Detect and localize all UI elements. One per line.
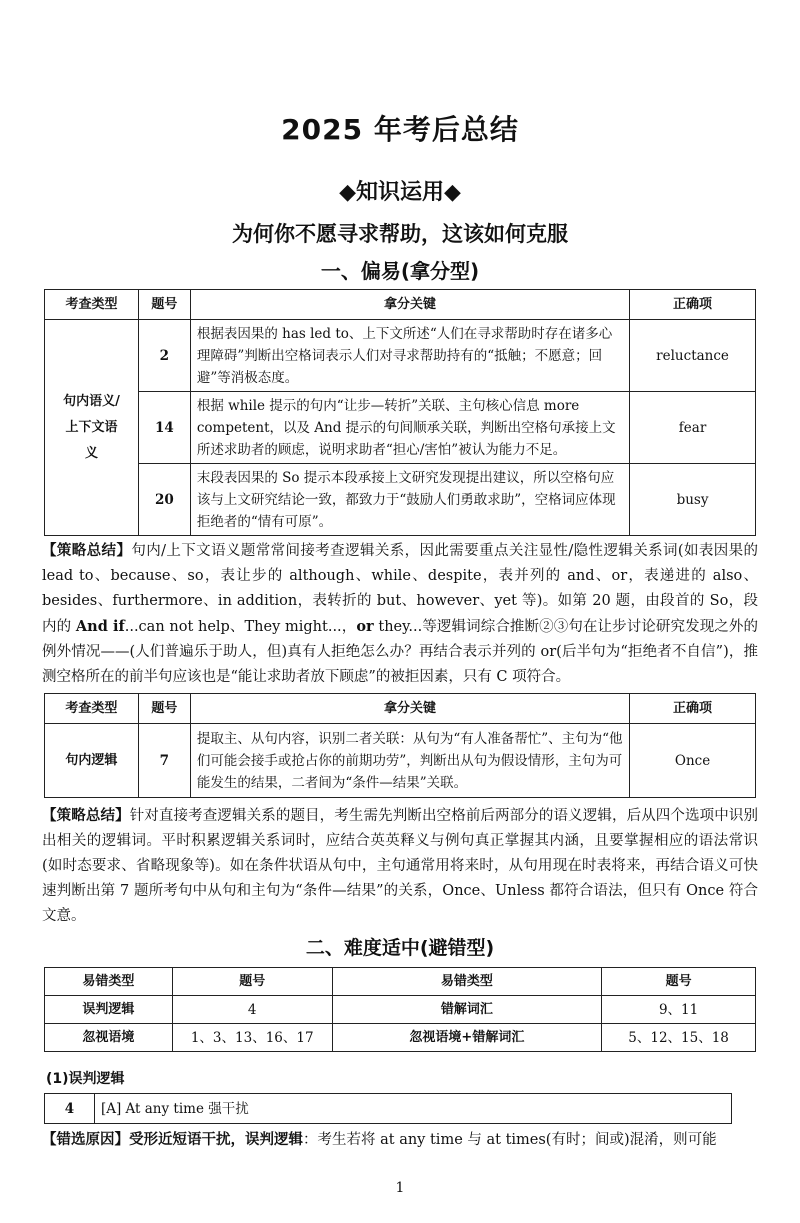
strategy-bold: And if: [75, 618, 125, 635]
score-table-1: [44, 289, 756, 536]
strategy-label: 【策略总结】: [42, 808, 130, 824]
question-numbers-cell: 1、3、13、16、17: [172, 1024, 332, 1052]
question-numbers-cell: 5、12、15、18: [602, 1024, 756, 1052]
question-number: 2: [138, 320, 190, 392]
strategy-text: they...等逻辑词综合推断②③句在让步讨论研究发现之外的例外情况——(人们普遍乐于助人，但)真有人拒绝怎么办？再结合表示并列的 or(后半句为“拒绝者不自信”)，推测空格所在的前半句应该也是“能让求助者放下顾虑”的被拒因素，只有 C 项符合。: [42, 619, 758, 685]
page-number: 1: [395, 1180, 405, 1196]
strategy-bold: or: [356, 618, 374, 635]
subheading-misjudged-logic: (1)误判逻辑: [46, 1071, 125, 1087]
key-cell: 末段表因果的 So 提示本段承接上文研究发现提出建议，所以空格句应该与上文研究结论一致，都致力于“鼓励人们勇敢求助”，空格词应体现拒绝者的“情有可原”。: [190, 464, 629, 536]
answer-cell: busy: [630, 464, 756, 536]
article-title: 为何你不愿寻求帮助，这该如何克服: [232, 222, 568, 246]
answer-cell: Once: [630, 724, 756, 798]
question-numbers-cell: 9、11: [602, 996, 756, 1024]
level-heading-easy: 一、偏易(拿分型): [320, 259, 480, 283]
error-type-cell: 误判逻辑: [45, 996, 173, 1024]
question-numbers-cell: 4: [172, 996, 332, 1024]
col-header-error-type: 易错类型: [332, 968, 602, 996]
key-cell: 提取主、从句内容，识别二者关联：从句为“有人准备帮忙”、主句为“他们可能会接手或抢占你的前期功劳”，判断出从句为假设情形，主句为可能发生的结果，二者间为“条件—结果”关联。: [190, 724, 629, 798]
strategy-text: ...can not help、They might...，: [124, 619, 357, 635]
page-title: 2025 年考后总结: [281, 113, 519, 146]
key-cell: 根据 while 提示的句内“让步—转折”关联、主句核心信息 more competent，以及 And 提示的句间顺承关联，判断出空格句承接上文所述求助者的顾虑，说明求助者“担心/害怕”被认为能力不足。: [190, 392, 629, 464]
col-header-num: 题号: [602, 968, 756, 996]
error-type-table: [44, 967, 756, 1052]
score-table-2: [44, 693, 756, 798]
type-cell: 句内逻辑: [45, 724, 139, 798]
reason-bold: 受形近短语干扰，误判逻辑: [129, 1132, 303, 1148]
strategy-text: 句内/上下文语义题常常间接考查逻辑关系，因此需要重点关注显性/隐性逻辑关系词(如表因果的 lead to、because、so，表让步的 although、while、despite，表并列的 and、or，表递进的 also、besides、furthermore、in addition，表转折的 but、however、yet 等)。如第 20 题，由段首的 So，段内的: [42, 543, 758, 635]
col-header-answer: 正确项: [630, 290, 756, 320]
answer-cell: reluctance: [630, 320, 756, 392]
col-header-key: 拿分关键: [190, 694, 629, 724]
question-number: 14: [138, 392, 190, 464]
key-cell: 根据表因果的 has led to、上下文所述“人们在寻求帮助时存在诸多心理障碍”判断出空格词表示人们对寻求帮助持有的“抵触；不愿意；回避”等消极态度。: [190, 320, 629, 392]
error-type-cell: 错解词汇: [332, 996, 602, 1024]
section-heading: ◆知识运用◆: [339, 180, 461, 205]
col-header-type: 考查类型: [45, 290, 139, 320]
col-header-key: 拿分关键: [190, 290, 629, 320]
reason-text: ：考生若将 at any time 与 at times(有时；间或)混淆，则可能: [303, 1132, 717, 1148]
question-number: 4: [45, 1094, 95, 1124]
answer-cell: fear: [630, 392, 756, 464]
error-type-cell: 忽视语境+错解词汇: [332, 1024, 602, 1052]
option-table: [44, 1093, 732, 1124]
col-header-num: 题号: [138, 694, 190, 724]
col-header-error-type: 易错类型: [45, 968, 173, 996]
error-type-cell: 忽视语境: [45, 1024, 173, 1052]
wrong-choice-reason: [42, 1128, 758, 1153]
col-header-num: 题号: [138, 290, 190, 320]
col-header-type: 考查类型: [45, 694, 139, 724]
col-header-answer: 正确项: [630, 694, 756, 724]
strategy-text: 针对直接考查逻辑关系的题目，考生需先判断出空格前后两部分的语义逻辑，后从四个选项中识别出相关的逻辑词。平时积累逻辑关系词时，应结合英英释义与例句真正掌握其内涵，且要掌握相应的语法常识(如时态要求、省略现象等)。如在条件状语从句中，主句通常用将来时，从句用现在时表将来，再结合语义可快速判断出第 7 题所考句中从句和主句为“条件—结果”的关系，Once、Unless 都符合语法，但只有 Once 符合文意。: [42, 808, 758, 924]
strategy-summary-2: [42, 804, 758, 929]
question-number: 20: [138, 464, 190, 536]
question-number: 7: [138, 724, 190, 798]
type-cell: 句内语义/上下文语义: [45, 320, 139, 536]
strategy-summary-1: [42, 539, 758, 690]
col-header-num: 题号: [172, 968, 332, 996]
strategy-label: 【策略总结】: [42, 543, 132, 559]
level-heading-medium: 二、难度适中(避错型): [305, 937, 495, 959]
reason-label: 【错选原因】: [42, 1132, 129, 1148]
option-text: [A] At any time 强干扰: [94, 1094, 731, 1124]
